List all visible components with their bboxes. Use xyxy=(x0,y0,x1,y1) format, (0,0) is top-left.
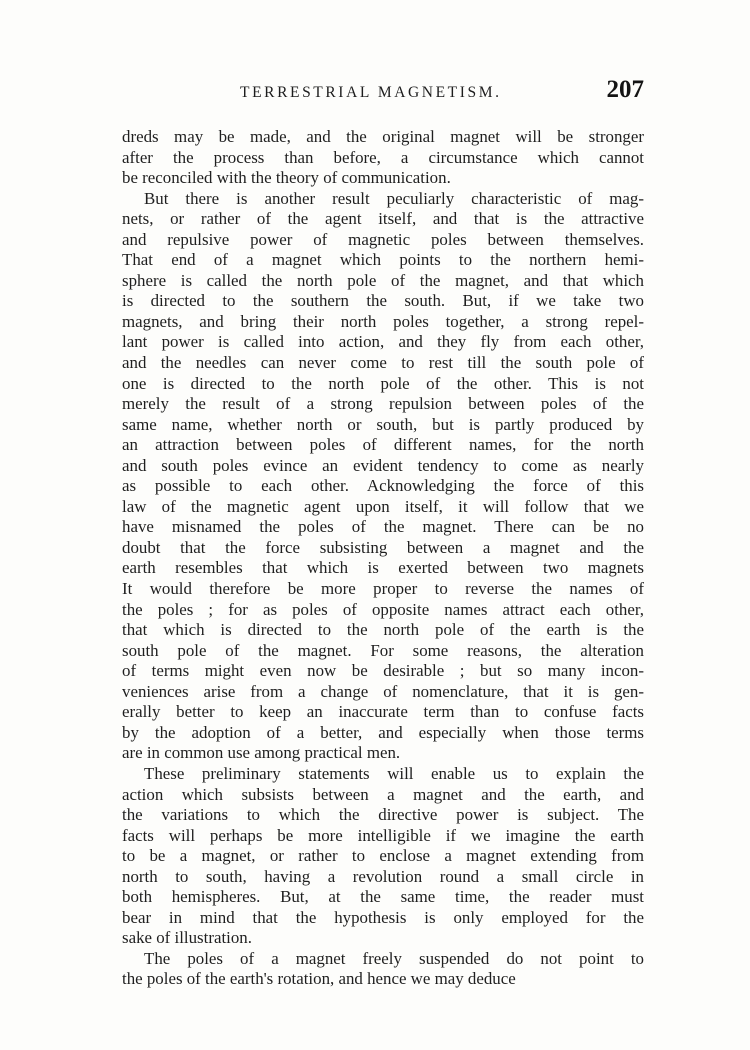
text-line: doubt that the force subsisting between a magnet and the xyxy=(122,537,644,557)
text-line: action which subsists between a magnet and the earth, and xyxy=(122,784,644,804)
text-line: merely the result of a strong repulsion between poles of the xyxy=(122,394,644,414)
text-line: the variations to which the directive power is subject. The xyxy=(122,805,644,825)
text-line: sphere is called the north pole of the magnet, and that which xyxy=(122,270,644,290)
text-line: sake of illustration. xyxy=(122,928,252,948)
text-line: erally better to keep an inaccurate term than to confuse facts xyxy=(122,702,644,722)
text-line: earth resembles that which is exerted between two magnets xyxy=(122,558,644,578)
text-line: It would therefore be more proper to reverse the names of xyxy=(122,579,644,599)
text-line: an attraction between poles of different names, for the north xyxy=(122,435,644,455)
text-line: that which is directed to the north pole of the earth is the xyxy=(122,620,644,640)
paragraph xyxy=(122,764,644,949)
text-line: to be a magnet, or rather to enclose a magnet extending from xyxy=(122,846,644,866)
text-line: These preliminary statements will enable us to explain the xyxy=(144,763,644,783)
running-title: TERRESTRIAL MAGNETISM. xyxy=(240,84,502,101)
text-line: as possible to each other. Acknowledging the force of this xyxy=(122,476,644,496)
text-line: nets, or rather of the agent itself, and that is the attractive xyxy=(122,209,644,229)
text-line: be reconciled with the theory of communication. xyxy=(122,168,451,188)
text-line: same name, whether north or south, but is partly produced by xyxy=(122,414,644,434)
text-line: south pole of the magnet. For some reasons, the alteration xyxy=(122,640,644,660)
text-line: the poles of the earth's rotation, and hence we may deduce xyxy=(122,969,516,989)
text-line: is directed to the southern the south. But, if we take two xyxy=(122,291,644,311)
text-line: are in common use among practical men. xyxy=(122,743,401,763)
text-line: facts will perhaps be more intelligible if we imagine the earth xyxy=(122,825,644,845)
paragraph xyxy=(122,127,644,189)
page-number: 207 xyxy=(606,76,644,103)
text-line: have misnamed the poles of the magnet. There can be no xyxy=(122,517,644,537)
running-head xyxy=(120,76,650,110)
text-line: one is directed to the north pole of the other. This is not xyxy=(122,373,644,393)
text-line: That end of a magnet which points to the northern hemi- xyxy=(122,250,644,270)
text-line: But there is another result peculiarly characteristic of mag- xyxy=(144,188,644,208)
text-line: and repulsive power of magnetic poles between themselves. xyxy=(122,229,644,249)
text-line: after the process than before, a circumstance which cannot xyxy=(122,147,644,167)
text-line: and south poles evince an evident tendency to come as nearly xyxy=(122,455,644,475)
text-line: veniences arise from a change of nomenclature, that it is gen- xyxy=(122,681,644,701)
body-text xyxy=(122,127,644,990)
text-line: lant power is called into action, and they fly from each other, xyxy=(122,332,644,352)
text-line: dreds may be made, and the original magnet will be stronger xyxy=(122,127,644,146)
text-line: of terms might even now be desirable ; but so many incon- xyxy=(122,661,644,681)
text-line: both hemispheres. But, at the same time, the reader must xyxy=(122,887,644,907)
text-line: the poles ; for as poles of opposite names attract each other, xyxy=(122,599,644,619)
text-line: by the adoption of a better, and especially when those terms xyxy=(122,722,644,742)
text-line: law of the magnetic agent upon itself, it will follow that we xyxy=(122,496,644,516)
text-line: north to south, having a revolution round a small circle in xyxy=(122,866,644,886)
text-line: and the needles can never come to rest till the south pole of xyxy=(122,353,644,373)
text-line: The poles of a magnet freely suspended do not point to xyxy=(144,948,644,968)
paragraph xyxy=(122,949,644,990)
text-line: magnets, and bring their north poles together, a strong repel- xyxy=(122,311,644,331)
paragraph xyxy=(122,189,644,764)
text-line: bear in mind that the hypothesis is only employed for the xyxy=(122,907,644,927)
